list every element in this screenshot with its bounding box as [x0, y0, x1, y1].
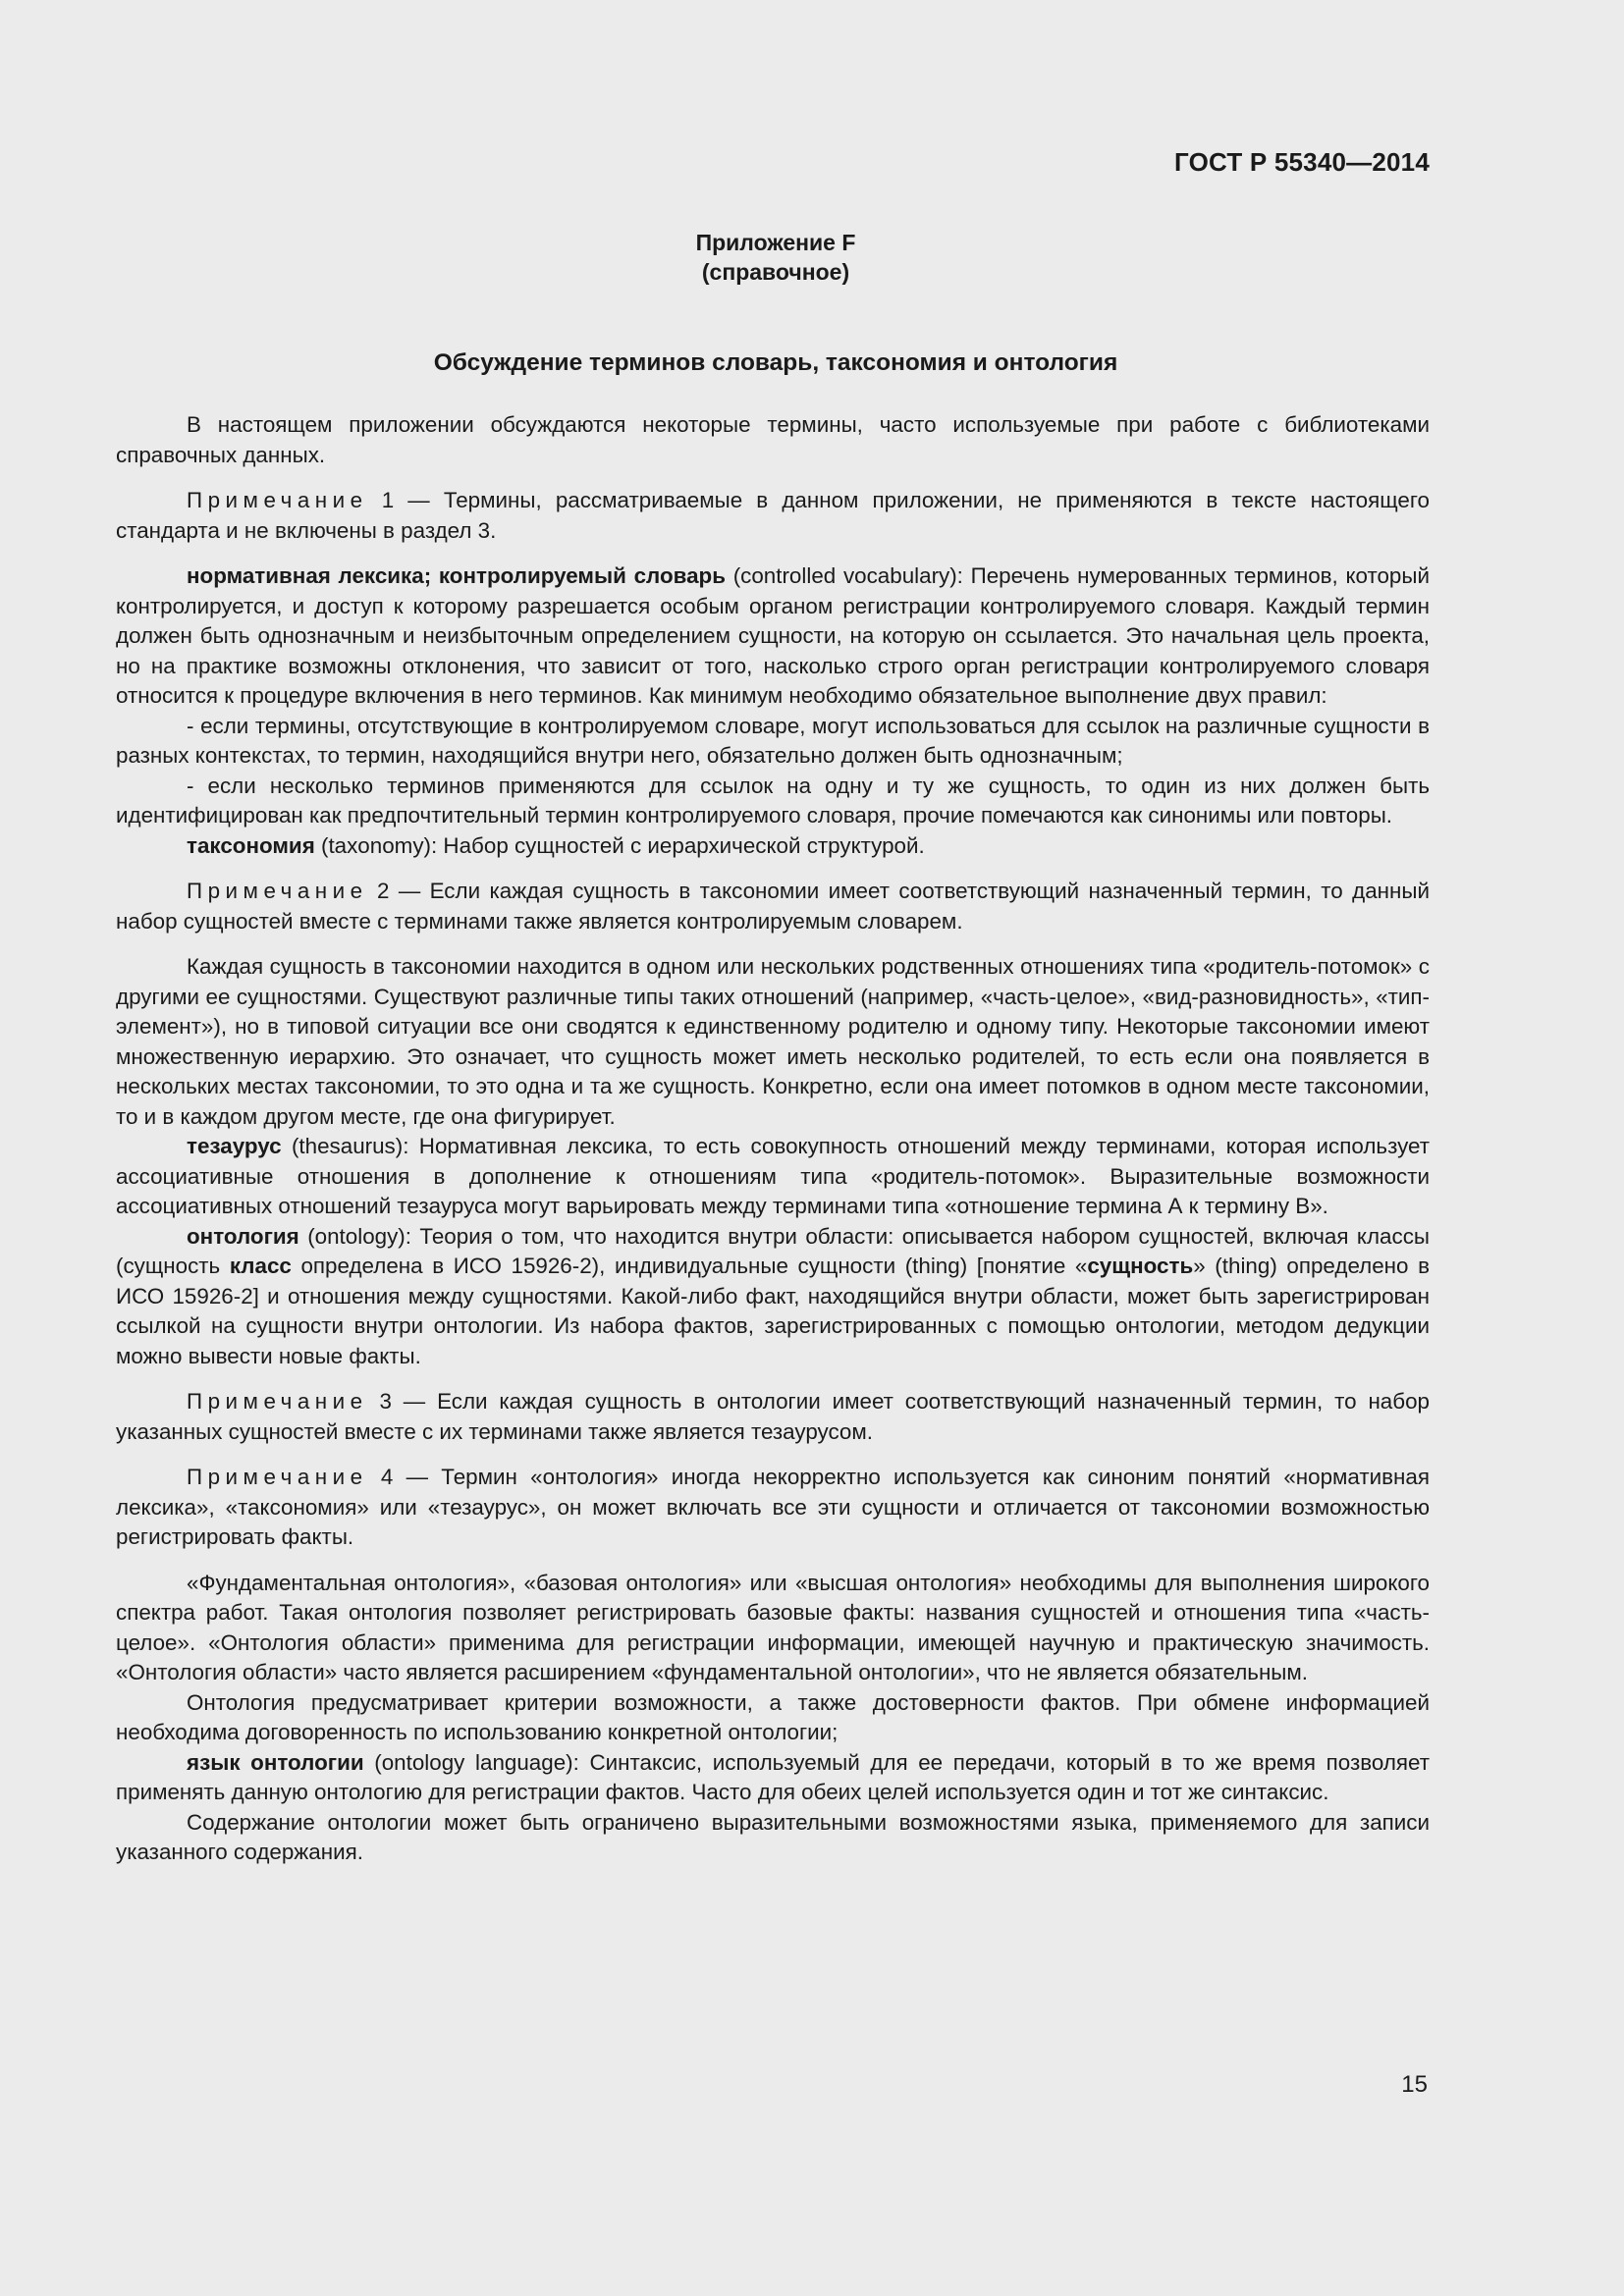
definition-text: (ontology language): Синтаксис, используемый для ее передачи, который в то же время позволяет применять данную онтологию для регистрации фактов. Часто для обеих целей используется один и тот же синтаксис. — [116, 1749, 1430, 1804]
definition-taxonomy — [116, 831, 1430, 862]
note-1 — [116, 486, 1430, 546]
definition-thesaurus — [116, 1132, 1430, 1222]
note-text: Термин «онтология» иногда некорректно используется как синоним понятий «нормативная лексика», «таксономия» или «тезаурус», он может включать все эти сущности и отличается от таксономии возможностью регистрировать факты. — [116, 1465, 1430, 1549]
section-title: Обсуждение терминов словарь, таксономия и онтология — [433, 349, 1118, 376]
rule-item: - если несколько терминов применяются для ссылок на одну и ту же сущность, то один из них должен быть идентифицирован как предпочтительный термин контролируемого словаря, прочие помечаются как синонимы или повторы. — [116, 773, 1430, 828]
definition-controlled-vocabulary — [116, 561, 1430, 712]
note-label: Примечание — [187, 1465, 368, 1489]
document-body — [116, 410, 1430, 1868]
definition-ontology-language — [116, 1748, 1430, 1808]
criteria-paragraph: Онтология предусматривает критерии возможности, а также достоверности фактов. При обмене информацией необходима договоренность по использованию конкретной онтологии; — [116, 1689, 1430, 1744]
rule-item: - если термины, отсутствующие в контролируемом словаре, могут использоваться для ссылок на различные сущности в разных контекстах, то термин, находящийся внутри него, обязательно должен быть однозначным; — [116, 713, 1430, 768]
term: таксономия — [187, 832, 315, 858]
closing-paragraph: Содержание онтологии может быть ограничено выразительными возможностями языка, применяемого для записи указанного содержания. — [116, 1809, 1430, 1864]
page-number: 15 — [1401, 2071, 1428, 2098]
taxonomy-paragraph: Каждая сущность в таксономии находится в одном или нескольких родственных отношениях типа «родитель-потомок» с другими ее сущностями. Существуют различные типы таких отношений (например, «часть-целое», «вид-разновидность», «тип-элемент»), но в типовой ситуации все они сводятся к единственному родителю и одному типу. Некоторые таксономии имеют множественную иерархию. Это означает, что сущность может иметь несколько родителей, то есть если она появляется в нескольких местах таксономии, то это одна и та же сущность. Конкретно, если она имеет потомков в одном месте таксономии, то и в каждом другом месте, где она фигурирует. — [116, 954, 1430, 1129]
definition-text: определена в ИСО 15926-2), индивидуальные сущности (thing) [понятие « — [291, 1254, 1088, 1278]
fundamental-ontology-paragraph: «Фундаментальная онтология», «базовая онтология» или «высшая онтология» необходимы для выполнения широкого спектра работ. Такая онтология позволяет регистрировать базовые факты: названия сущностей и отношения типа «часть-целое». «Онтология области» применима для регистрации информации, имеющей научную и практическую значимость. «Онтология области» часто является расширением «фундаментальной онтологии», что не является обязательным. — [116, 1570, 1430, 1684]
note-text: Если каждая сущность в таксономии имеет соответствующий назначенный термин, то данный набор сущностей вместе с терминами также является контролируемым словарем. — [116, 879, 1430, 934]
term: тезаурус — [187, 1134, 282, 1158]
intro-paragraph: В настоящем приложении обсуждаются некоторые термины, часто используемые при работе с библиотеками справочных данных. — [116, 412, 1430, 467]
note-number: 1 — — [367, 488, 444, 512]
term: язык онтологии — [187, 1749, 364, 1775]
note-3 — [116, 1387, 1430, 1447]
note-text: Термины, рассматриваемые в данном приложении, не применяются в тексте настоящего стандарта и не включены в раздел 3. — [116, 488, 1430, 543]
note-number: 2 — — [367, 879, 430, 903]
appendix-title: Приложение F — [695, 230, 856, 255]
term-entity: сущность — [1087, 1254, 1194, 1278]
definition-text: (controlled vocabulary): Перечень нумерованных терминов, который контролируется, и доступ к которому разрешается особым органом регистрации контролируемого словаря. Каждый термин должен быть однозначным и неизбыточным определением сущности, на которую он ссылается. Это начальная цель проекта, но на практике возможны отклонения, что зависит от того, насколько строго орган регистрации контролируемого словаря относится к процедуре включения в него терминов. Как минимум необходимо обязательное выполнение двух правил: — [116, 563, 1430, 708]
note-number: 3 — — [367, 1389, 438, 1414]
note-label: Примечание — [187, 488, 368, 512]
definition-text: (taxonomy): Набор сущностей с иерархической структурой. — [314, 832, 925, 858]
definition-text: (ontology): Теория о том, что находится внутри области: описывается набором сущностей, включая классы (сущность — [116, 1223, 1430, 1278]
note-text: Если каждая сущность в онтологии имеет соответствующий назначенный термин, то набор указанных сущностей вместе с их терминами также является тезаурусом. — [116, 1389, 1430, 1444]
note-label: Примечание — [187, 1389, 368, 1414]
definition-ontology — [116, 1222, 1430, 1372]
definition-text: » (thing) определено в ИСО 15926-2] и отношения между сущностями. Какой-либо факт, находящийся внутри области, может быть зарегистрирован ссылкой на сущности внутри онтологии. Из набора фактов, зарегистрированных с помощью онтологии, методом дедукции можно вывести новые факты. — [116, 1254, 1430, 1368]
term: нормативная лексика; контролируемый словарь — [187, 563, 726, 588]
appendix-heading — [0, 228, 1551, 287]
note-4 — [116, 1463, 1430, 1553]
note-number: 4 — — [367, 1465, 442, 1489]
note-2 — [116, 877, 1430, 936]
definition-text: (thesaurus): Нормативная лексика, то есть совокупность отношений между терминами, которая использует ассоциативные отношения в дополнение к отношениям типа «родитель-потомок». Выразительные возможности ассоциативных отношений тезауруса могут варьировать между терминами типа «отношение термина А к термину В». — [116, 1134, 1430, 1218]
note-label: Примечание — [187, 879, 368, 903]
term-class: класс — [229, 1254, 292, 1278]
appendix-kind: (справочное) — [701, 259, 850, 285]
standard-code: ГОСТ Р 55340—2014 — [1174, 147, 1430, 177]
term: онтология — [187, 1223, 299, 1249]
